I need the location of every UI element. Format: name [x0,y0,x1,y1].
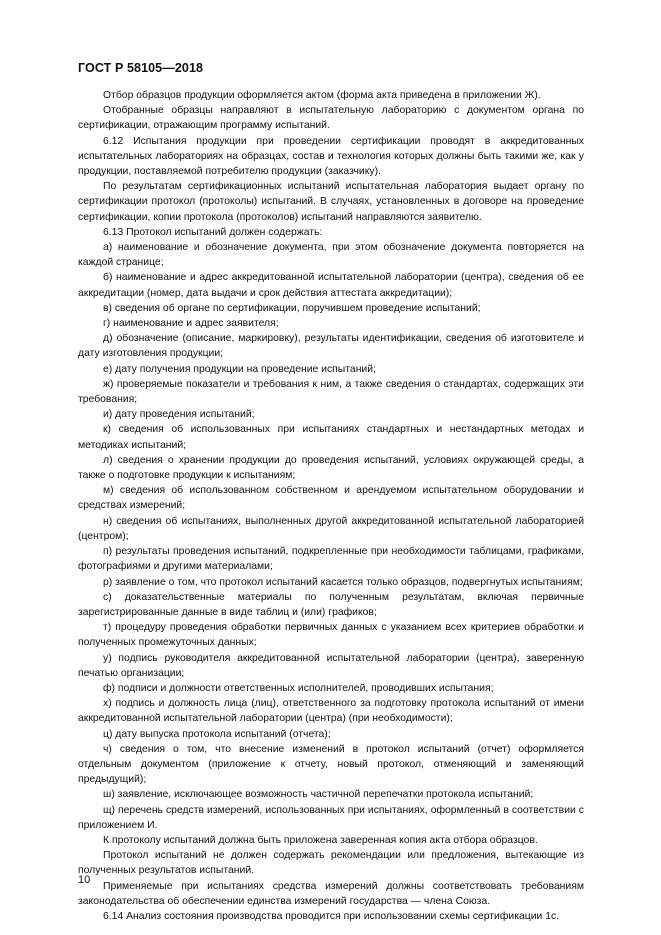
list-item: х) подпись и должность лица (лиц), ответственного за подготовку протокола испытаний от имени аккредитованной испытательной лаборатории (центра) (при необходимости); [78,698,584,725]
paragraph: 6.12 Испытания продукции при проведении сертификации проводят в аккредитованных испытательных лабораториях на образцах, состав и технология которых должны быть такими же, как у продукции, поставляемой потребителю продукции (заказчику). [78,135,584,178]
paragraph: 6.14 Анализ состояния производства проводится при использовании схемы сертификации 1с. [103,910,560,922]
list-item: а) наименование и обозначение документа, при этом обозначение документа повторяется на каждой странице; [78,242,584,269]
list-item: к) сведения об использованных при испытаниях стандартных и нестандартных методах и методиках испытаний; [78,424,584,451]
list-item: ш) заявление, исключающее возможность частичной перепечатки протокола испытаний; [103,789,534,801]
paragraph: По результатам сертификационных испытаний испытательная лаборатория выдает органу по сертификации протокол (протоколы) испытаний. В случаях, установленных в договоре на проведение сертификации, копии протокола (протоколов) испытаний направляются заявителю. [78,181,584,223]
list-item: е) дату получения продукции на проведение испытаний; [103,363,376,375]
list-item: б) наименование и адрес аккредитованной испытательной лаборатории (центра), сведения об ее аккредитации (номер, дата выдачи и срок действия аттестата аккредитации); [78,272,584,299]
paragraph: Отбор образцов продукции оформляется актом (форма акта приведена в приложении Ж). [103,90,541,101]
list-item: л) сведения о хранении продукции до проведения испытаний, условиях окружающей среды, а также о подготовке продукции к испытаниям; [78,454,584,482]
paragraph: 6.13 Протокол испытаний должен содержать: [103,226,323,238]
list-item: п) результаты проведения испытаний, подкрепленные при необходимости таблицами, графиками, фотографиями и другими материалами; [78,546,584,573]
list-item: т) процедуру проведения обработки первичных данных с указанием всех критериев обработки и полученных промежуточных данных; [78,622,584,649]
list-item: ц) дату выпуска протокола испытаний (отчета); [103,728,331,740]
list-item: г) наименование и адрес заявителя; [103,318,279,330]
list-item: м) сведения об использованном собственном и арендуемом испытательном оборудовании и средствах измерений; [78,485,584,512]
paragraph: К протоколу испытаний должна быть приложена заверенная копия акта отбора образцов. [103,834,538,846]
list-item: и) дату проведения испытаний; [103,409,255,421]
list-item: с) доказательственные материалы по полученным результатам, включая первичные зарегистрированные данные в виде таблиц и (или) графиков; [78,591,584,618]
list-item: у) подпись руководителя аккредитованной испытательной лаборатории (центра), заверенную печатью организации; [78,652,584,679]
document-header: ГОСТ Р 58105—2018 [78,61,204,75]
list-item: ч) сведения о том, что внесение изменений в протокол испытаний (отчет) оформляется отдельным документом (приложение к отчету, новый протокол, отменяющий и заменяющий предыдущий); [78,743,584,786]
list-item: в) сведения об органе по сертификации, поручившем проведение испытаний; [103,302,481,314]
list-item: р) заявление о том, что протокол испытаний касается только образцов, подвергнутых испытаниям; [103,576,583,588]
paragraph: Отобранные образцы направляют в испытательную лабораторию с документом органа по сертификации, отражающим программу испытаний. [78,105,584,132]
list-item: ф) подписи и должности ответственных исполнителей, проводивших испытания; [103,682,494,694]
paragraph: Протокол испытаний не должен содержать рекомендации или предложения, вытекающие из полученных результатов испытаний. [78,850,584,877]
document-body [78,88,584,924]
list-item: н) сведения об испытаниях, выполненных другой аккредитованной испытательной лабораторией (центром); [78,515,584,542]
list-item: ж) проверяемые показатели и требования к ним, а также сведения о стандартах, содержащих эти требования; [78,378,584,406]
paragraph: Применяемые при испытаниях средства измерений должны соответствовать требованиям законодательства об обеспечении единства измерений государства — члена Союза. [78,880,584,907]
page-number: 10 [78,874,91,886]
list-item: щ) перечень средств измерений, использованных при испытаниях, оформленный в соответствии с приложением И. [78,804,584,831]
list-item: д) обозначение (описание, маркировку), результаты идентификации, сведения об изготовителе и дату изготовления продукции; [78,333,584,360]
